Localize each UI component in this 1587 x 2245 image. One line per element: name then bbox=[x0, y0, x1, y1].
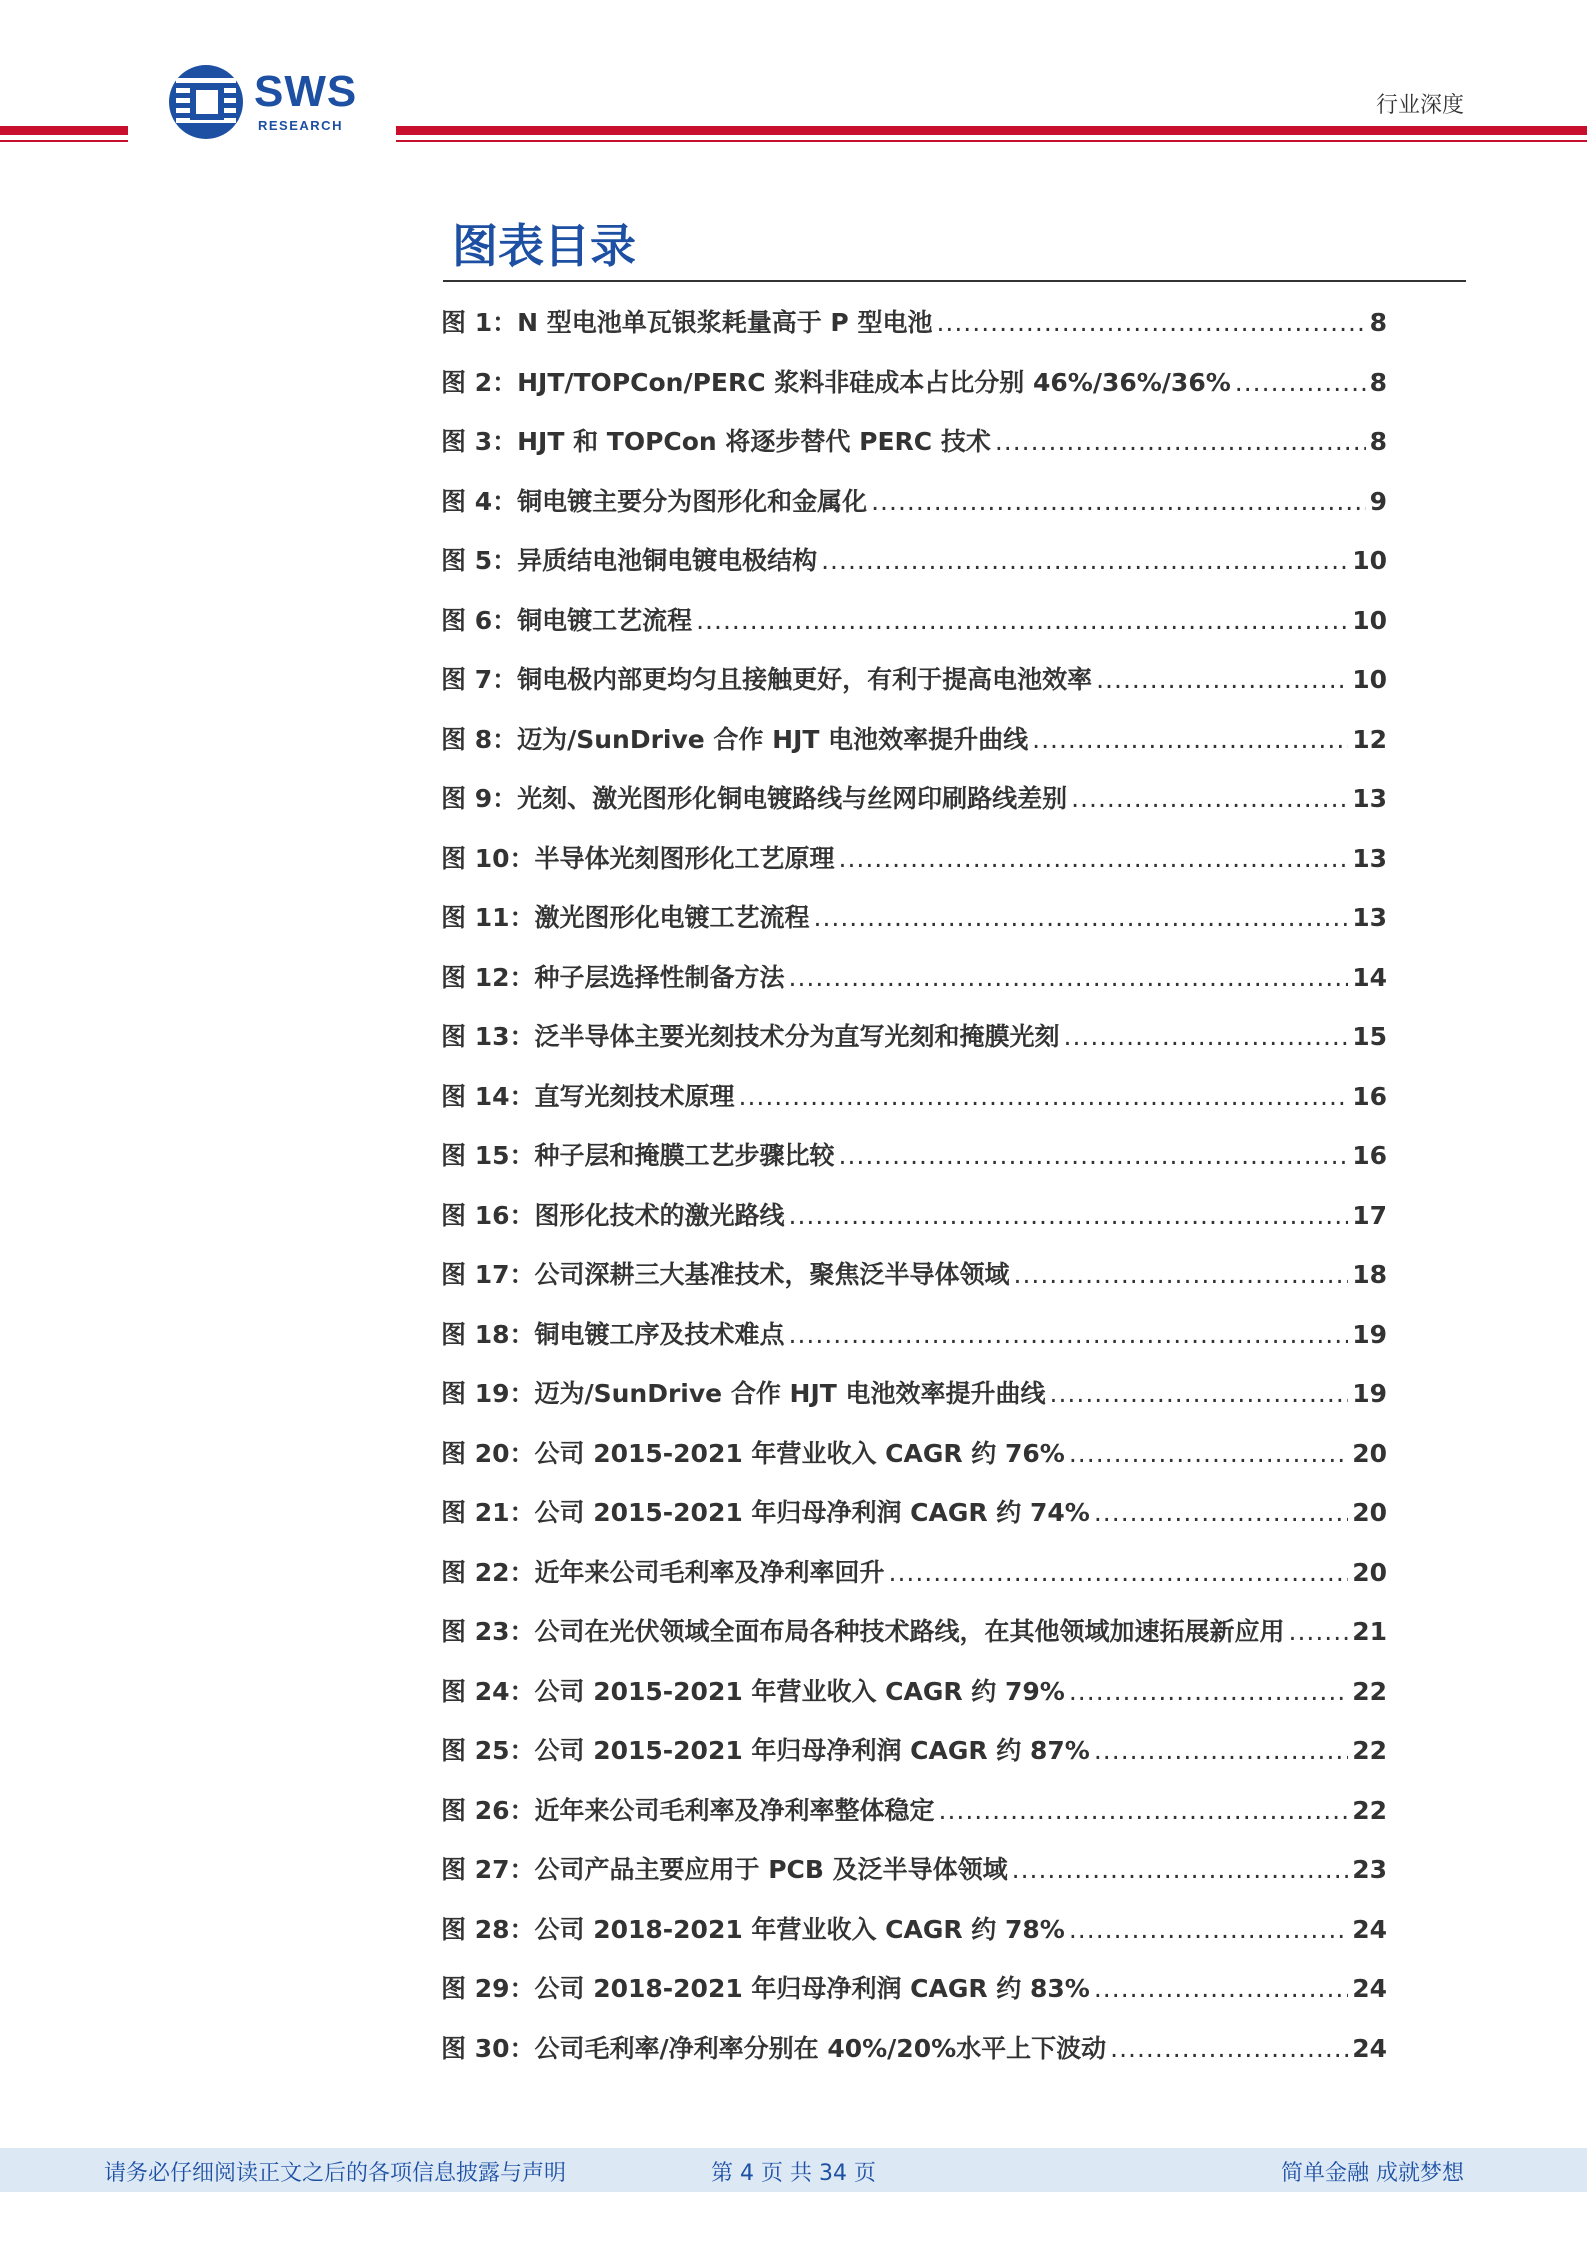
toc-entry-label: 图 17：公司深耕三大基准技术，聚焦泛半导体领域 bbox=[441, 1260, 1010, 1289]
toc-entry[interactable] bbox=[441, 1966, 1387, 2026]
toc-entry-label: 图 30：公司毛利率/净利率分别在 40%/20%水平上下波动 bbox=[441, 2033, 1107, 2063]
toc-leader-dots bbox=[1064, 1014, 1349, 1060]
toc-entry-page: 17 bbox=[1352, 1200, 1387, 1230]
header-thin-rule-right bbox=[396, 140, 1587, 142]
header-rule-left bbox=[0, 126, 128, 135]
toc-entry-label: 图 25：公司 2015-2021 年归母净利润 CAGR 约 87% bbox=[441, 1736, 1090, 1765]
toc-entry-page: 9 bbox=[1369, 486, 1387, 516]
toc-entry[interactable] bbox=[441, 717, 1387, 777]
toc-entry[interactable] bbox=[441, 1669, 1387, 1729]
header-thin-rule-left bbox=[0, 140, 128, 142]
toc-entry-label: 图 6：铜电镀工艺流程 bbox=[441, 605, 693, 635]
toc-leader-dots bbox=[1069, 1669, 1348, 1715]
toc-entry-label: 图 19：迈为/SunDrive 合作 HJT 电池效率提升曲线 bbox=[441, 1379, 1046, 1408]
toc-entry[interactable] bbox=[441, 1550, 1387, 1610]
toc-entry-page: 15 bbox=[1352, 1022, 1387, 1051]
sws-logo-icon bbox=[168, 64, 244, 140]
toc-entry[interactable] bbox=[441, 300, 1387, 360]
toc-entry-page: 10 bbox=[1352, 605, 1387, 635]
toc-entry-label: 图 10：半导体光刻图形化工艺原理 bbox=[441, 843, 835, 873]
toc-entry-label: 图 9：光刻、激光图形化铜电镀路线与丝网印刷路线差别 bbox=[441, 784, 1068, 813]
toc-entry[interactable] bbox=[441, 1490, 1387, 1550]
toc-entry-page: 24 bbox=[1352, 1974, 1387, 2003]
toc-entry[interactable] bbox=[441, 419, 1387, 479]
page-title: 图表目录 bbox=[452, 219, 636, 273]
toc-entry-label: 图 22：近年来公司毛利率及净利率回升 bbox=[441, 1557, 885, 1587]
toc-entry-label: 图 11：激光图形化电镀工艺流程 bbox=[441, 903, 810, 932]
toc-entry[interactable] bbox=[441, 1133, 1387, 1193]
toc-entry-page: 8 bbox=[1369, 308, 1387, 337]
figure-list bbox=[441, 300, 1387, 2085]
toc-entry-label: 图 7：铜电极内部更均匀且接触更好，有利于提高电池效率 bbox=[441, 665, 1093, 694]
toc-leader-dots bbox=[871, 479, 1365, 525]
toc-entry-label: 图 3：HJT 和 TOPCon 将逐步替代 PERC 技术 bbox=[441, 427, 991, 456]
toc-entry-page: 20 bbox=[1352, 1557, 1387, 1587]
toc-entry[interactable] bbox=[441, 598, 1387, 658]
toc-leader-dots bbox=[696, 598, 1348, 644]
toc-entry-label: 图 28：公司 2018-2021 年营业收入 CAGR 约 78% bbox=[441, 1914, 1065, 1944]
toc-entry[interactable] bbox=[441, 1431, 1387, 1491]
footer-page-indicator: 第 4 页 共 34 页 bbox=[711, 2161, 876, 2186]
toc-leader-dots bbox=[839, 836, 1349, 882]
logo-wordmark: SWS bbox=[254, 67, 358, 116]
toc-leader-dots bbox=[789, 955, 1349, 1001]
toc-entry-page: 21 bbox=[1352, 1617, 1387, 1646]
toc-entry-label: 图 2：HJT/TOPCon/PERC 浆料非硅成本占比分别 46%/36%/36% bbox=[441, 367, 1231, 397]
toc-entry[interactable] bbox=[441, 1252, 1387, 1312]
toc-entry-page: 10 bbox=[1352, 546, 1387, 575]
toc-entry-label: 图 15：种子层和掩膜工艺步骤比较 bbox=[441, 1141, 835, 1170]
toc-leader-dots bbox=[1094, 1728, 1348, 1774]
toc-entry-label: 图 20：公司 2015-2021 年营业收入 CAGR 约 76% bbox=[441, 1438, 1065, 1468]
toc-leader-dots bbox=[1032, 717, 1348, 763]
toc-leader-dots bbox=[995, 419, 1366, 465]
toc-leader-dots bbox=[889, 1550, 1349, 1596]
toc-entry-page: 8 bbox=[1369, 367, 1387, 397]
toc-leader-dots bbox=[1289, 1609, 1349, 1655]
toc-leader-dots bbox=[1096, 657, 1348, 703]
toc-entry[interactable] bbox=[441, 538, 1387, 598]
toc-entry-label: 图 1：N 型电池单瓦银浆耗量高于 P 型电池 bbox=[441, 308, 933, 337]
toc-entry-page: 12 bbox=[1352, 724, 1387, 754]
toc-entry-page: 23 bbox=[1352, 1855, 1387, 1884]
toc-leader-dots bbox=[936, 300, 1365, 346]
toc-entry-label: 图 5：异质结电池铜电镀电极结构 bbox=[441, 546, 818, 575]
toc-entry[interactable] bbox=[441, 1907, 1387, 1967]
toc-leader-dots bbox=[739, 1074, 1349, 1120]
toc-entry-page: 13 bbox=[1352, 843, 1387, 873]
toc-entry[interactable] bbox=[441, 776, 1387, 836]
toc-entry[interactable] bbox=[441, 1609, 1387, 1669]
toc-entry-page: 24 bbox=[1352, 2033, 1387, 2063]
toc-entry-page: 13 bbox=[1352, 784, 1387, 813]
toc-entry[interactable] bbox=[441, 1074, 1387, 1134]
toc-leader-dots bbox=[814, 895, 1349, 941]
toc-entry[interactable] bbox=[441, 1788, 1387, 1848]
toc-entry-label: 图 27：公司产品主要应用于 PCB 及泛半导体领域 bbox=[441, 1855, 1008, 1884]
toc-entry-page: 19 bbox=[1352, 1319, 1387, 1349]
footer-slogan: 简单金融 成就梦想 bbox=[1281, 2161, 1464, 2186]
toc-entry-page: 16 bbox=[1352, 1141, 1387, 1170]
toc-entry-page: 10 bbox=[1352, 665, 1387, 694]
toc-leader-dots bbox=[1094, 1966, 1348, 2012]
toc-leader-dots bbox=[1094, 1490, 1348, 1536]
header-rule-right bbox=[396, 126, 1587, 135]
toc-leader-dots bbox=[789, 1193, 1349, 1239]
toc-entry-page: 14 bbox=[1352, 962, 1387, 992]
logo-subtitle: RESEARCH bbox=[258, 118, 343, 133]
toc-leader-dots bbox=[1069, 1431, 1348, 1477]
toc-leader-dots bbox=[839, 1133, 1349, 1179]
toc-entry-page: 22 bbox=[1352, 1795, 1387, 1825]
toc-leader-dots bbox=[939, 1788, 1349, 1834]
sws-logo bbox=[168, 64, 368, 144]
title-divider bbox=[443, 280, 1466, 282]
toc-entry-label: 图 24：公司 2015-2021 年营业收入 CAGR 约 79% bbox=[441, 1676, 1065, 1706]
toc-entry-page: 24 bbox=[1352, 1914, 1387, 1944]
toc-entry-page: 16 bbox=[1352, 1081, 1387, 1111]
toc-leader-dots bbox=[789, 1312, 1349, 1358]
toc-entry[interactable] bbox=[441, 2026, 1387, 2086]
toc-entry-label: 图 29：公司 2018-2021 年归母净利润 CAGR 约 83% bbox=[441, 1974, 1090, 2003]
toc-leader-dots bbox=[1012, 1847, 1349, 1893]
toc-entry-label: 图 14：直写光刻技术原理 bbox=[441, 1081, 735, 1111]
toc-entry[interactable] bbox=[441, 1371, 1387, 1431]
toc-entry[interactable] bbox=[441, 955, 1387, 1015]
toc-entry[interactable] bbox=[441, 360, 1387, 420]
toc-entry-page: 20 bbox=[1352, 1438, 1387, 1468]
toc-entry[interactable] bbox=[441, 836, 1387, 896]
toc-entry-page: 19 bbox=[1352, 1379, 1387, 1408]
toc-leader-dots bbox=[1014, 1252, 1349, 1298]
toc-entry-page: 8 bbox=[1369, 427, 1387, 456]
footer-disclaimer: 请务必仔细阅读正文之后的各项信息披露与声明 bbox=[104, 2161, 567, 2186]
toc-leader-dots bbox=[1071, 776, 1348, 822]
toc-entry-label: 图 13：泛半导体主要光刻技术分为直写光刻和掩膜光刻 bbox=[441, 1022, 1060, 1051]
toc-entry[interactable] bbox=[441, 479, 1387, 539]
toc-entry-page: 22 bbox=[1352, 1736, 1387, 1765]
toc-leader-dots bbox=[1069, 1907, 1348, 1953]
toc-entry[interactable] bbox=[441, 1728, 1387, 1788]
toc-entry[interactable] bbox=[441, 1193, 1387, 1253]
toc-entry-page: 20 bbox=[1352, 1498, 1387, 1527]
toc-entry-label: 图 26：近年来公司毛利率及净利率整体稳定 bbox=[441, 1795, 935, 1825]
toc-entry[interactable] bbox=[441, 1847, 1387, 1907]
toc-entry[interactable] bbox=[441, 1312, 1387, 1372]
toc-entry-page: 13 bbox=[1352, 903, 1387, 932]
toc-entry-label: 图 16：图形化技术的激光路线 bbox=[441, 1200, 785, 1230]
toc-entry-label: 图 8：迈为/SunDrive 合作 HJT 电池效率提升曲线 bbox=[441, 724, 1029, 754]
toc-leader-dots bbox=[1050, 1371, 1349, 1417]
toc-entry[interactable] bbox=[441, 1014, 1387, 1074]
toc-leader-dots bbox=[1110, 2026, 1348, 2072]
toc-entry-label: 图 21：公司 2015-2021 年归母净利润 CAGR 约 74% bbox=[441, 1498, 1090, 1527]
toc-entry-label: 图 4：铜电镀主要分为图形化和金属化 bbox=[441, 486, 868, 516]
section-label: 行业深度 bbox=[1375, 93, 1464, 118]
toc-entry-page: 22 bbox=[1352, 1676, 1387, 1706]
toc-entry-page: 18 bbox=[1352, 1260, 1387, 1289]
toc-entry-label: 图 12：种子层选择性制备方法 bbox=[441, 962, 785, 992]
toc-entry[interactable] bbox=[441, 657, 1387, 717]
toc-leader-dots bbox=[821, 538, 1348, 584]
toc-entry[interactable] bbox=[441, 895, 1387, 955]
toc-entry-label: 图 18：铜电镀工序及技术难点 bbox=[441, 1319, 785, 1349]
toc-entry-label: 图 23：公司在光伏领域全面布局各种技术路线，在其他领域加速拓展新应用 bbox=[441, 1617, 1285, 1646]
toc-leader-dots bbox=[1235, 360, 1366, 406]
